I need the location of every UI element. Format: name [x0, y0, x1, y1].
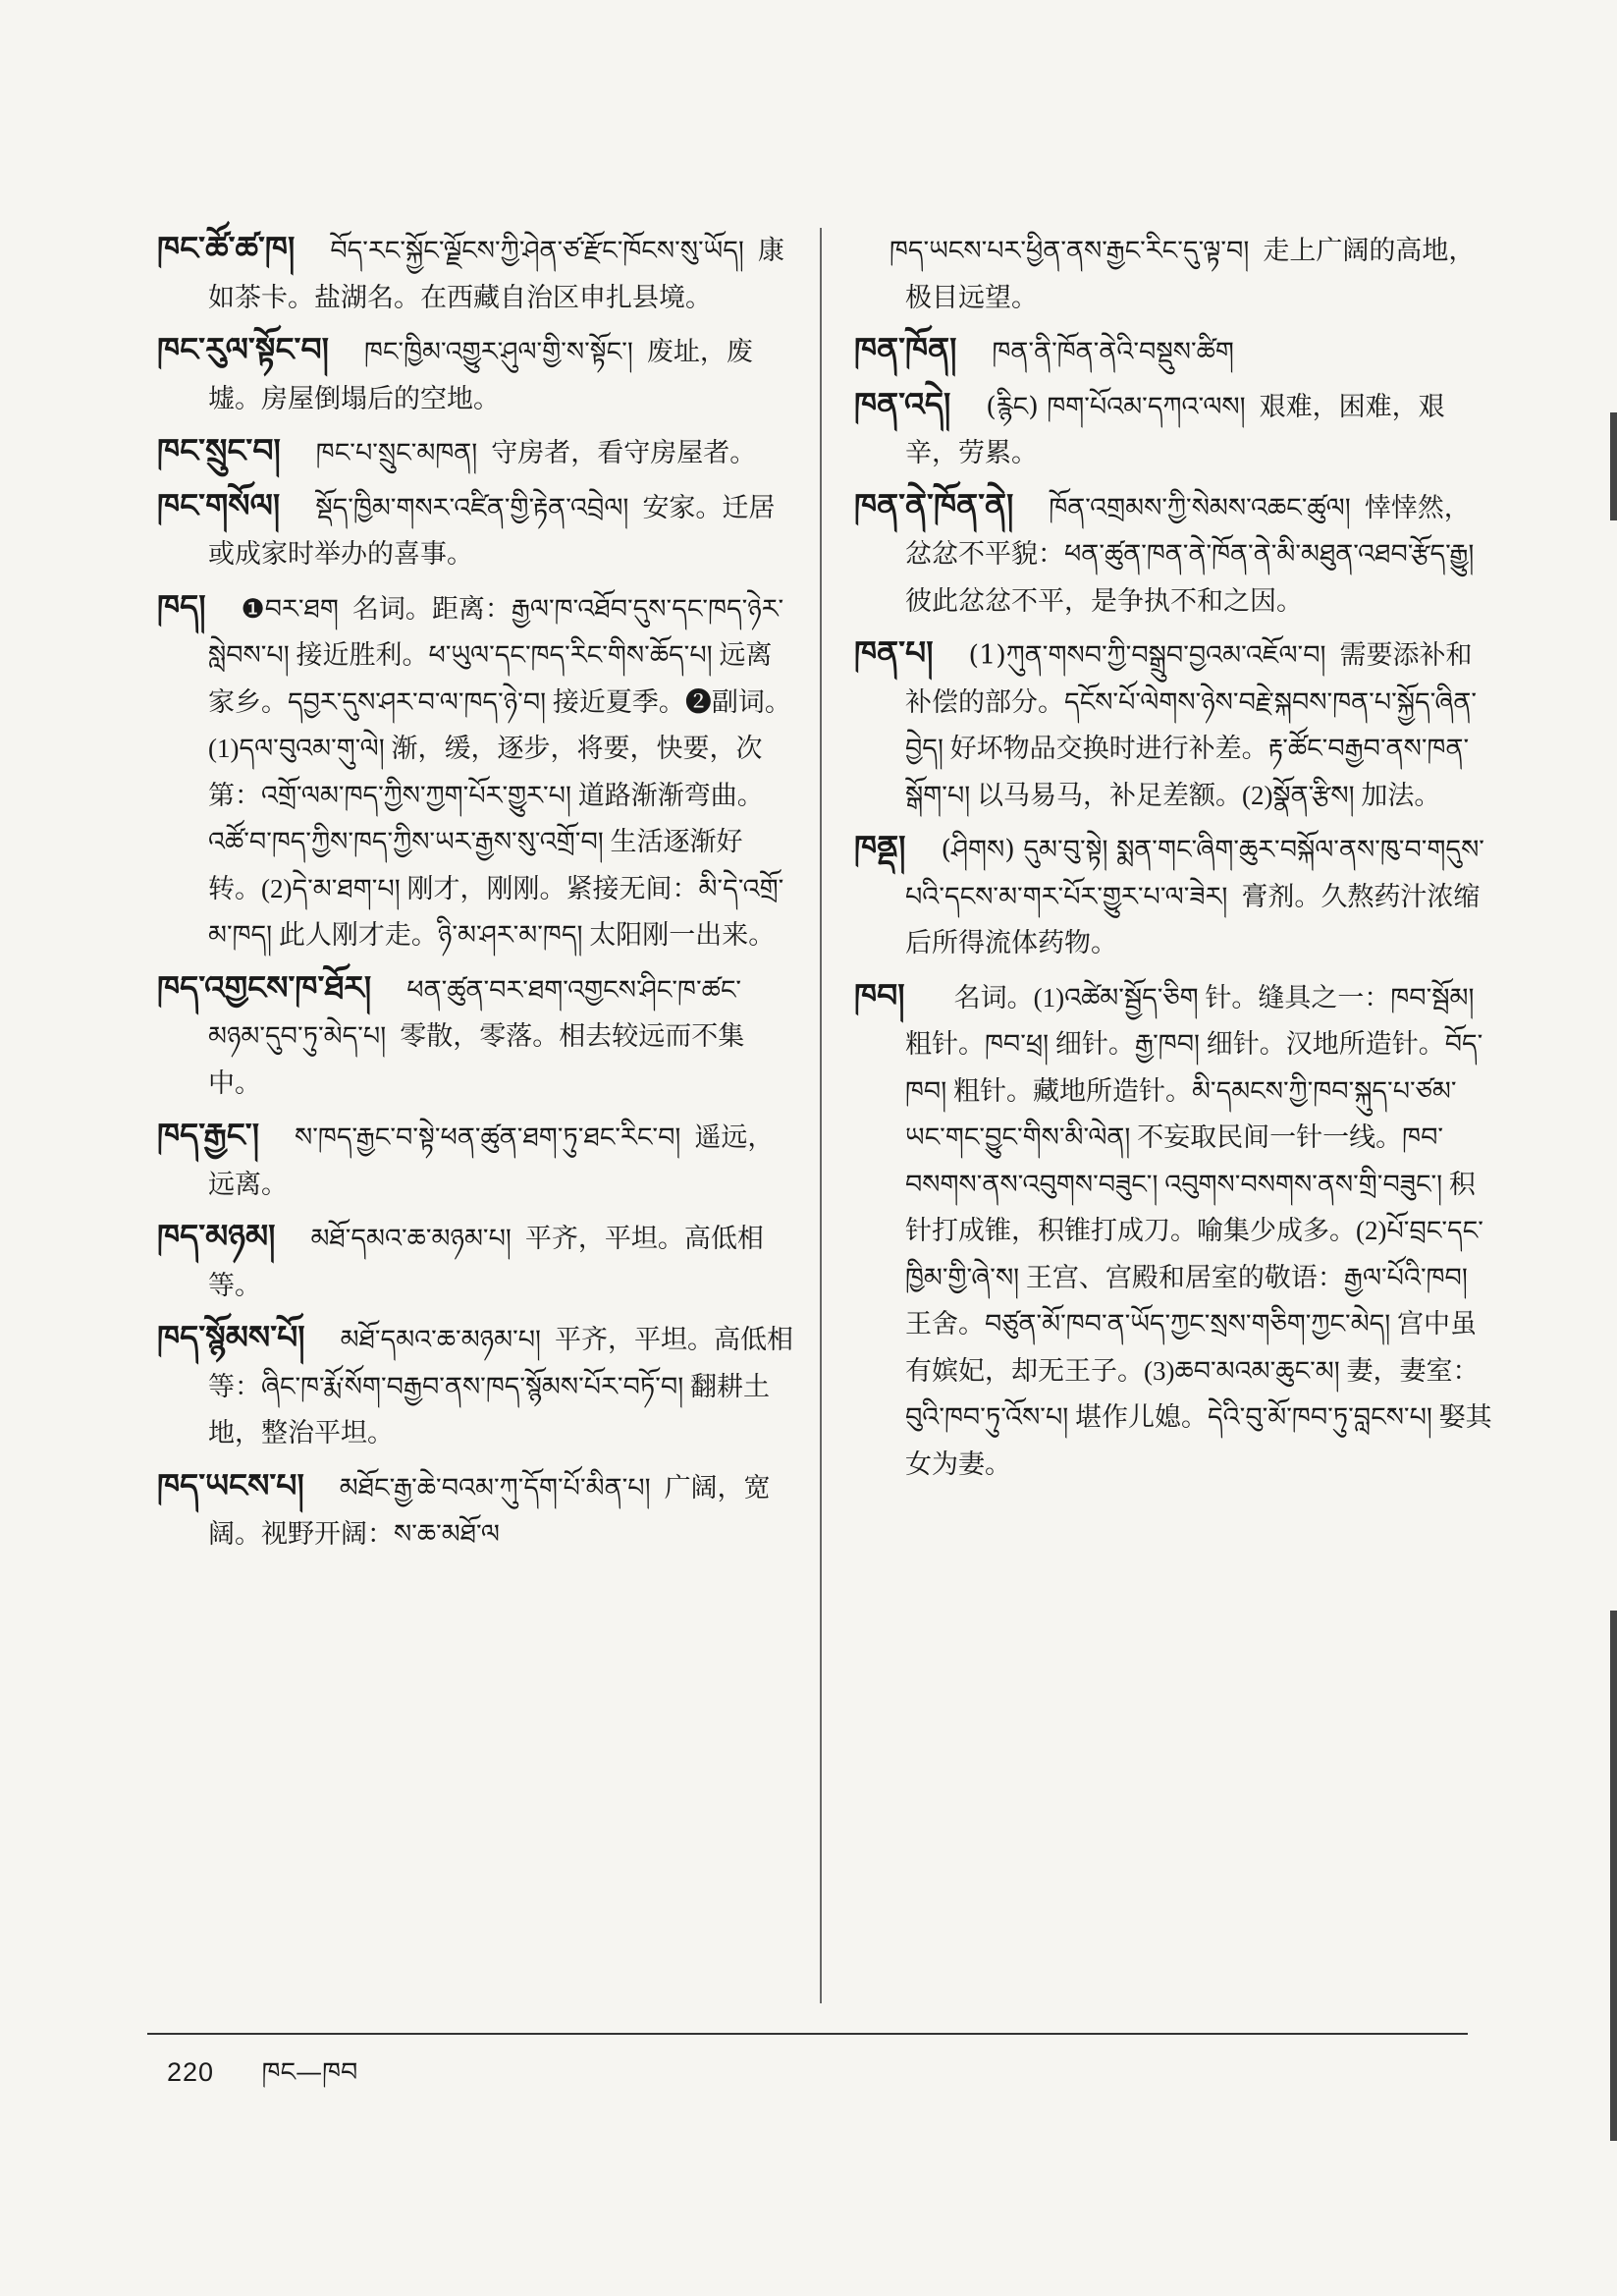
- dictionary-entry: [157, 226, 795, 321]
- headword: ཁན་ཁོན།: [854, 330, 957, 368]
- headword: ཁང་ཚོ་ཚ་ཁ།: [157, 229, 296, 267]
- page-number: 220: [167, 2057, 215, 2087]
- dictionary-entry: [854, 973, 1492, 1489]
- dictionary-entry: [157, 1113, 795, 1208]
- tibetan-explanation: ཁང་པ་སྲུང་མཁན།: [315, 438, 478, 468]
- dictionary-entry: [854, 226, 1492, 321]
- dictionary-entry: [157, 428, 795, 477]
- chinese-gloss: 名词。距离：རྒྱལ་ཁ་འཐོབ་དུས་དང་ཁད་ཉེར་སླེབས་པ། 接近胜利。ཕ་ཡུལ་དང་ཁད་རིང་གིས་ཆོད་པ། 远离家乡。དབྱར་དུས་ཤར་བ་ལ་ཁད་ཉེ་བ། 接近夏季。❷副词。(1)དལ་བུའམ་གུ་ལེ། 渐，缓，逐步，将要，快要，次第：འགྲོ་ལམ་ཁད་ཀྱིས་ཀྱག་པོར་གྱུར་པ། 道路渐渐弯曲。འཚོ་བ་ཁད་ཀྱིས་ཁད་ཀྱིས་ཡར་རྒྱས་སུ་འགྲོ་བ། 生活逐渐好转。(2)དེ་མ་ཐག་པ། 刚才，刚刚。紧接无间：མི་དེ་འགྲོ་མ་ཁད། 此人刚才走。ཉི་མ་ཤར་མ་ཁད། 太阳刚一出来。: [208, 593, 791, 950]
- chinese-gloss: 广阔，宽阔。视野开阔：ས་ཆ་མཐོ་ལ: [208, 1472, 771, 1549]
- tibetan-explanation: མཐོ་དམའ་ཆ་མཉམ་པ།: [310, 1224, 512, 1254]
- dictionary-entry: [854, 483, 1492, 626]
- chinese-gloss: 康如茶卡。盐湖名。在西藏自治区申扎县境。: [208, 236, 784, 312]
- dictionary-entry: [157, 1315, 795, 1457]
- tibetan-explanation: ཁོན་འགྲམས་ཀྱི་སེམས་འཆང་ཚུལ།: [1049, 492, 1351, 523]
- tibetan-explanation: མཐོ་དམའ་ཆ་མཉམ་པ།: [340, 1325, 542, 1355]
- page-range: ཁང—ཁབ: [261, 2057, 358, 2088]
- chinese-gloss: 守房者，看守房屋者。: [491, 438, 757, 467]
- tibetan-explanation: བོད་རང་སྐྱོང་ལྗོངས་ཀྱི་ཤེན་ཙ་རྫོང་ཁོངས་སུ་ཡོད།: [330, 236, 744, 266]
- dictionary-entry: [157, 483, 795, 578]
- chinese-gloss: 零散，零落。相去较远而不集中。: [208, 1021, 745, 1098]
- dictionary-entry: [854, 825, 1492, 967]
- headword: ཁང་གསོལ།: [157, 485, 281, 524]
- tibetan-explanation: ཁན་ནི་ཁོན་ནེའི་བསྡུས་ཚིག: [992, 337, 1234, 367]
- tibetan-explanation: (ཤིགས) དུམ་བུ་སྟེ། སྨན་གང་ཞིག་ཆུར་བསྐོལ་ནས་ཁུ་བ་གདུས་པའི་དངས་མ་གར་པོར་གྱུར་པ་ལ་ཟེར།: [905, 835, 1484, 912]
- tibetan-explanation: ཁད་ཡངས་པར་ཕྱིན་ནས་རྒྱང་རིང་དུ་ལྟ་བ།: [889, 236, 1250, 266]
- chinese-gloss: 平齐，平坦。高低相等：ཞིང་ཁ་རྨོ་སོག་བརྒྱབ་ནས་ཁད་སྙོམས་པོར་བཏོ་བ། 翻耕土地，整治平坦。: [208, 1325, 794, 1448]
- headword: ཁན་པ།: [854, 633, 934, 672]
- right-column: [854, 226, 1492, 1494]
- chinese-gloss: 艰难，困难，艰辛，劳累。: [905, 391, 1445, 467]
- tibetan-explanation: མཐོང་རྒྱ་ཆེ་བའམ་ཀུ་དོག་པོ་མིན་པ།: [339, 1472, 651, 1503]
- chinese-gloss: 膏剂。久熬药汁浓缩后所得流体药物。: [905, 881, 1481, 957]
- headword: ཁད་རྒྱང་།: [157, 1116, 260, 1154]
- dictionary-entry: [854, 630, 1492, 819]
- dictionary-entry: [157, 327, 795, 422]
- chinese-gloss: 名词。(1)འཚེམ་སྦྱོད་ཅིག 针。缝具之一：ཁབ་སྦོམ། 粗针。ཁབ་ཕྲ། 细针。རྒྱ་ཁབ། 细针。汉地所造针。བོད་ཁབ། 粗针。藏地所造针。མི་དམངས་ཀྱི་ཁབ་སྐུད་པ་ཙམ་ཡང་གང་བྱུང་གིས་མི་ལེན། 不妄取民间一针一线。ཁབ་བསགས་ནས་འབུགས་བཟུང་། འབུགས་བསགས་ནས་གྲི་བཟུང་། 积针打成锥，积锥打成刀。喻集少成多。(2)པོ་བྲང་དང་ཁྱིམ་གྱི་ཞེ་ས། 王宫、宫殿和居室的敬语：རྒྱལ་པོའི་ཁབ། 王舍。བཙུན་མོ་ཁབ་ན་ཡོད་ཀྱང་སྲས་གཅིག་ཀྱང་མེད། 宫中虽有嫔妃，却无王子。(3)ཆབ་མའམ་ཆུང་མ། 妻，妻室：བུའི་ཁབ་ཏུ་འོས་པ། 堪作儿媳。དེའི་བུ་མོ་ཁབ་ཏུ་བླངས་པ། 娶其女为妻。: [905, 982, 1492, 1479]
- headword: ཁབ།: [854, 975, 905, 1014]
- tibetan-explanation: ཕན་ཚུན་བར་ཐག་འགྱངས་ཤིང་ཁ་ཚང་མཉམ་དུབ་ཏུ་མེད་པ།: [208, 974, 742, 1052]
- tibetan-explanation: ❶བར་ཐག: [241, 593, 339, 625]
- dictionary-entry: [157, 1214, 795, 1309]
- headword: ཁན་འདེ།: [854, 384, 951, 423]
- dictionary-entry: [157, 1463, 795, 1558]
- tibetan-explanation: ཁང་ཁྱིམ་འགྱུར་ཤུལ་གྱི་ས་སྟོང་།: [363, 337, 633, 367]
- edge-shadow: [1610, 1611, 1617, 2141]
- tibetan-explanation: (རྙིང) ཁག་པོའམ་དཀའ་ལས།: [986, 391, 1246, 422]
- tibetan-explanation: (1)ཀུན་གསབ་ཀྱི་བསྒྲུབ་བྱའམ་འཇོལ་བ།: [968, 640, 1326, 671]
- column-divider: [820, 228, 822, 2003]
- chinese-gloss: 安家。迁居或成家时举办的喜事。: [208, 492, 776, 569]
- thumb-index-mark: [1610, 412, 1617, 520]
- dictionary-entry: [157, 584, 795, 959]
- tibetan-explanation: ས་ཁད་རྒྱང་བ་སྟེ་ཕན་ཚུན་ཐག་ཏུ་ཐང་རིང་བ།: [295, 1122, 681, 1153]
- tibetan-explanation: སྡོད་ཁྱིམ་གསར་འཛིན་གྱི་རྟེན་འབྲེལ།: [315, 492, 629, 523]
- dictionary-entry: [157, 965, 795, 1108]
- chinese-gloss: 平齐，平坦。高低相等。: [208, 1224, 764, 1300]
- chinese-gloss: 废址，废墟。房屋倒塌后的空地。: [208, 337, 753, 413]
- headword: ཁད་སྙོམས་པོ།: [157, 1318, 305, 1356]
- headword: ཁན་ནེ་ཁོན་ནེ།: [854, 485, 1014, 524]
- headword: ཁང་སྲུང་བ།: [157, 431, 281, 469]
- headword: ཁནྡ།: [854, 828, 906, 866]
- left-column: [157, 226, 795, 1564]
- headword: ཁང་རུལ་སྟོང་བ།: [157, 330, 329, 368]
- headword: ཁད་མཉམ།: [157, 1217, 276, 1255]
- headword: ཁད་འགྱངས་ཁ་ཐོར།: [157, 967, 372, 1007]
- dictionary-entry: [854, 327, 1492, 376]
- dictionary-entry: [854, 382, 1492, 477]
- headword: ཁད་ཡངས་པ།: [157, 1465, 304, 1504]
- chinese-gloss: 走上广阔的高地，极目远望。: [905, 236, 1476, 312]
- chinese-gloss: 遥远，远离。: [208, 1122, 775, 1199]
- headword: ཁད།: [157, 586, 206, 626]
- footer-rule: [147, 2033, 1468, 2035]
- chinese-gloss: 悻悻然，忿忿不平貌：ཕན་ཚུན་ཁན་ནེ་ཁོན་ནེ་མི་མཐུན་འཐབ་རྩོད་རྒྱུ། 彼此忿忿不平，是争执不和之因。: [905, 492, 1475, 616]
- page-footer: [167, 2043, 357, 2117]
- chinese-gloss: 需要添补和补偿的部分。དངོས་པོ་ལེགས་ཉེས་བརྗེ་སྐབས་ཁན་པ་སྐྱོད་ཞིན་བྱེད། 好坏物品交换时进行补差。རྟ་ཚོང་བརྒྱབ་ནས་ཁན་སྒོག་པ། 以马易马，补足差额。(2)སྣོན་རྩིས། 加法。: [905, 640, 1478, 810]
